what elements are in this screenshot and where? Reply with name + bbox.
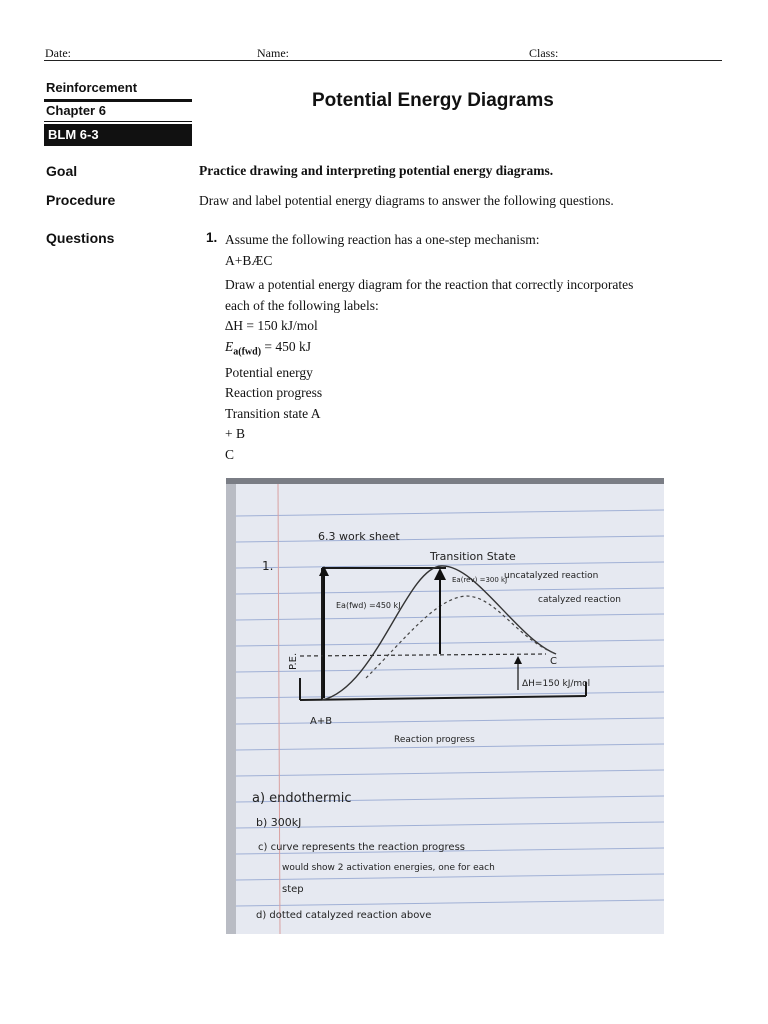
hw-ea-fwd: Ea(fwd) =450 kJ — [336, 601, 401, 610]
ea-line — [225, 337, 695, 363]
handwritten-answer-photo — [226, 478, 664, 934]
class-label: Class: — [529, 46, 559, 60]
name-label: Name: — [257, 46, 289, 60]
ea-subscript: a(fwd) — [233, 346, 262, 358]
hw-pe-axis: P.E. — [288, 652, 299, 670]
procedure-text: Draw and label potential energy diagrams to answer the following questions. — [199, 193, 614, 208]
question-line: each of the following labels: — [225, 297, 379, 313]
hw-answer-c1: c) curve represents the reaction progress — [258, 842, 465, 853]
category-rule — [44, 99, 192, 102]
hw-catalyzed: catalyzed reaction — [538, 595, 621, 605]
notebook-drawing — [226, 478, 664, 934]
category-label: Reinforcement — [46, 80, 138, 95]
procedure-label: Procedure — [46, 192, 116, 208]
goal-label: Goal — [46, 163, 78, 179]
goal-text: Practice drawing and interpreting potential energy diagrams. — [199, 163, 554, 178]
hw-answer-c3: step — [282, 884, 304, 895]
hw-number: 1. — [262, 559, 274, 573]
hw-transition-state: Transition State — [430, 550, 516, 563]
hw-reactants: A+B — [310, 716, 333, 727]
ea-value: = 450 kJ — [261, 338, 312, 354]
ea-symbol: E — [225, 338, 234, 354]
hw-answer-c2: would show 2 activation energies, one for each — [282, 863, 495, 873]
question-1 — [225, 230, 695, 465]
hw-answer-d: d) dotted catalyzed reaction above — [256, 910, 432, 921]
hw-answer-a: a) endothermic — [252, 791, 352, 806]
question-line: A+BÆC — [225, 252, 273, 268]
hw-ea-rev: Ea(rev) =300 kJ — [452, 576, 508, 584]
question-line: ∆H = 150 kJ/mol — [225, 318, 318, 333]
chapter-label: Chapter 6 — [46, 103, 106, 118]
question-line: Draw a potential energy diagram for the reaction that correctly incorporates — [225, 277, 634, 292]
header-rule — [44, 60, 722, 61]
question-line: Reaction progress — [225, 385, 323, 401]
hw-product: C — [550, 656, 557, 667]
question-line: + B — [225, 426, 245, 442]
blm-label: BLM 6-3 — [48, 127, 99, 142]
question-number: 1. — [206, 230, 218, 245]
questions-label: Questions — [46, 230, 115, 246]
question-line: Transition state A — [225, 405, 321, 421]
question-line: Assume the following reaction has a one-step mechanism: — [225, 232, 540, 247]
hw-heading: 6.3 work sheet — [318, 530, 400, 543]
blm-badge — [44, 124, 192, 146]
chapter-rule — [44, 121, 192, 122]
hw-x-axis: Reaction progress — [394, 735, 475, 745]
date-label: Date: — [45, 46, 71, 60]
question-line: Potential energy — [225, 364, 313, 380]
page-title: Potential Energy Diagrams — [312, 90, 554, 111]
hw-answer-b: b) 300kJ — [256, 816, 302, 829]
question-line: C — [225, 446, 235, 462]
hw-uncatalyzed: uncatalyzed reaction — [504, 571, 599, 581]
hw-delta-h: ΔH=150 kJ/mol — [522, 679, 591, 689]
